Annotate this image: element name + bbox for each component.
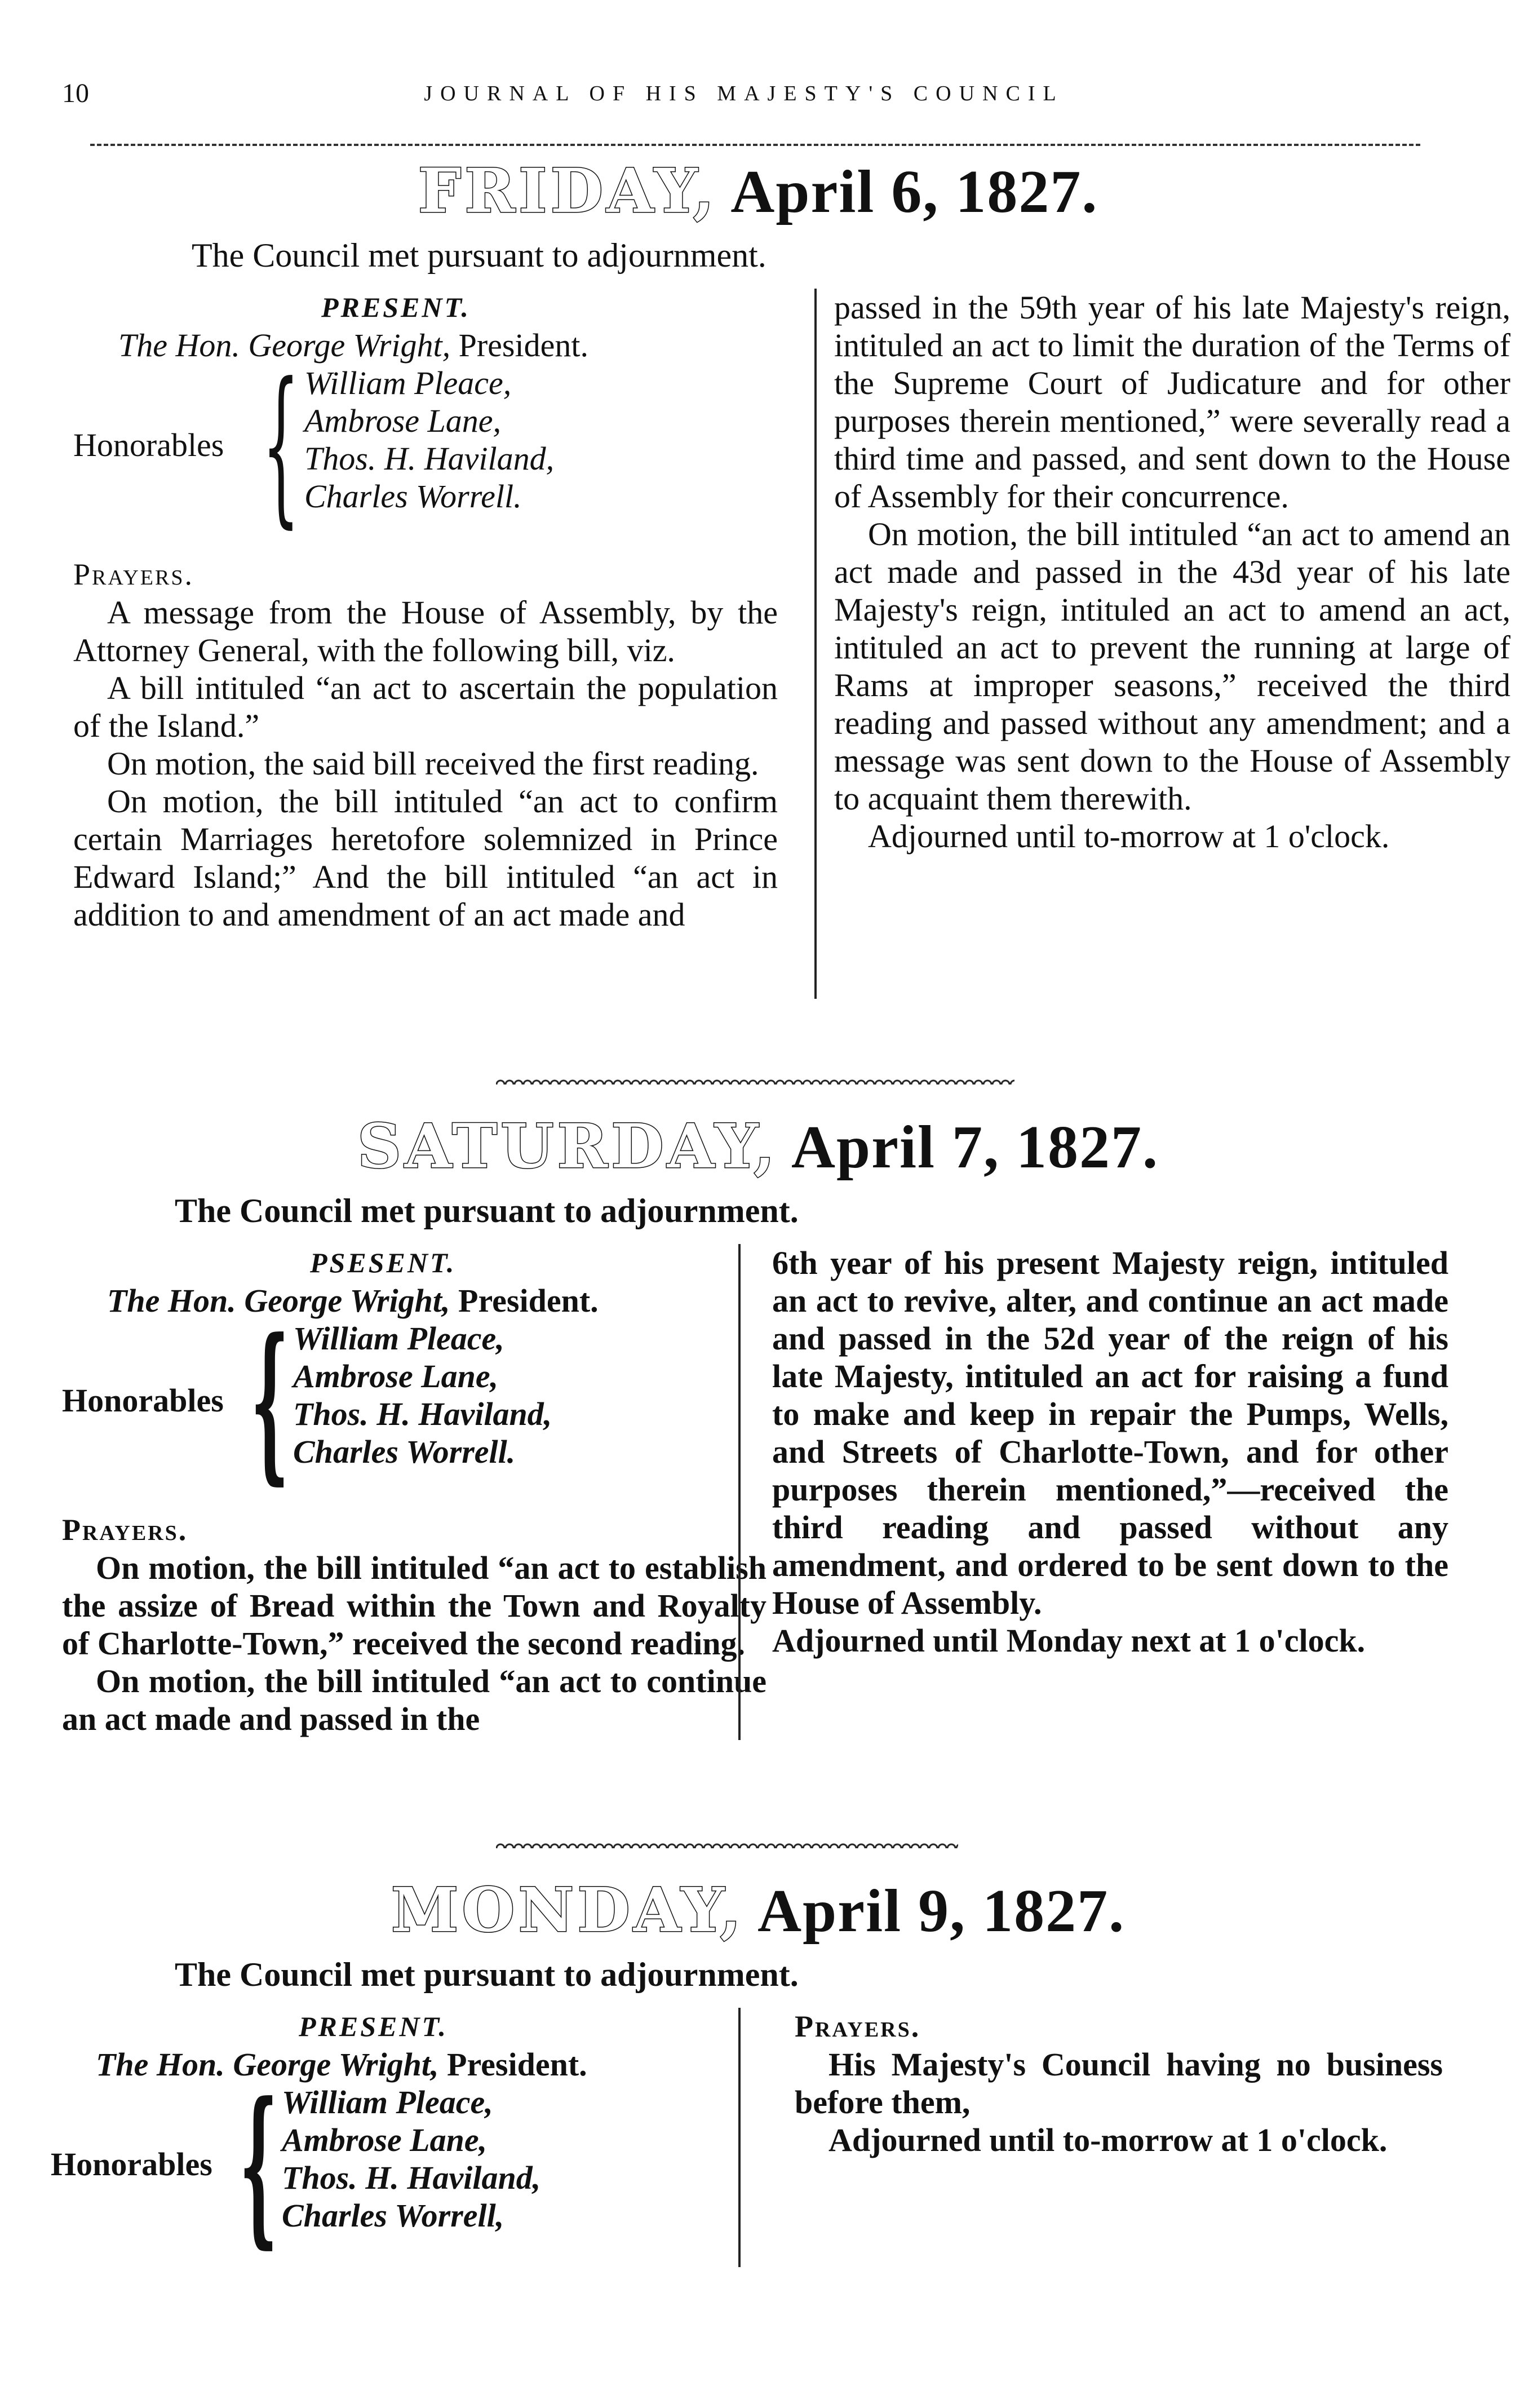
saturday-president-line bbox=[107, 1282, 766, 1320]
monday-president-line bbox=[96, 2046, 755, 2083]
friday-prayers: Prayers. bbox=[73, 557, 194, 591]
header-rule bbox=[90, 144, 1420, 146]
monday-day: MONDAY, bbox=[391, 1875, 745, 1946]
saturday-adjourned: Adjourned until Monday next at 1 o'clock. bbox=[772, 1622, 1366, 1659]
honorable-name: Thos. H. Haviland, bbox=[304, 440, 555, 477]
friday-right-column bbox=[834, 289, 1510, 855]
friday-entry bbox=[62, 156, 1510, 933]
brace-icon: { bbox=[251, 1300, 289, 1500]
friday-president-name: George Wright, bbox=[248, 326, 451, 364]
friday-paragraph: On motion, the bill intituled “an act to amend an act made and passed in the 43d year of his late Majesty's reign, intituled an act to amend an act, intituled an act to prevent the running at large of Rams at improper seasons,” received the third reading and passed without any amendment; and a message was sent down to the House of Assembly to acquaint them therewith. bbox=[834, 515, 1510, 817]
section-divider bbox=[496, 1840, 958, 1848]
saturday-entry bbox=[62, 1111, 1454, 1737]
brace-icon: { bbox=[262, 346, 300, 543]
monday-president-title: President. bbox=[447, 2046, 587, 2083]
friday-president-title: President. bbox=[458, 326, 588, 364]
saturday-president-name: George Wright, bbox=[244, 1282, 450, 1319]
running-header bbox=[62, 78, 1426, 112]
monday-honorables-label: Honorables bbox=[51, 2145, 212, 2183]
friday-president-line bbox=[118, 326, 778, 364]
saturday-honorables-names bbox=[293, 1320, 552, 1471]
saturday-left-column bbox=[62, 1244, 766, 1738]
monday-left-column bbox=[51, 2008, 755, 2275]
friday-date: April 6, 1827. bbox=[730, 158, 1098, 225]
friday-met-line: The Council met pursuant to adjournment. bbox=[192, 236, 766, 274]
monday-heading bbox=[62, 1877, 1454, 1945]
monday-prayers: Prayers. bbox=[795, 2009, 921, 2043]
monday-honorables-names bbox=[282, 2083, 540, 2234]
saturday-right-column bbox=[772, 1244, 1448, 1659]
friday-paragraph: passed in the 59th year of his late Majesty's reign, intituled an act to limit the duration of the Terms of the Supreme Court of Judicature and for other purposes therein mentioned,” were severally read a third time and passed, and sent down to the House of Assembly for their concurrence. bbox=[834, 289, 1510, 515]
honorable-name: William Pleace, bbox=[282, 2083, 493, 2121]
friday-heading bbox=[62, 158, 1454, 226]
honorable-name: William Pleace, bbox=[293, 1320, 504, 1357]
saturday-hon-prefix: The Hon. bbox=[107, 1282, 236, 1319]
running-title: JOURNAL OF HIS MAJESTY'S COUNCIL bbox=[424, 82, 1064, 105]
monday-president-name: George Wright, bbox=[233, 2046, 439, 2083]
friday-hon-prefix: The Hon. bbox=[118, 326, 240, 364]
friday-left-column bbox=[73, 289, 778, 933]
friday-paragraph: A bill intituled “an act to ascertain the population of the Island.” bbox=[73, 669, 778, 744]
friday-honorables bbox=[73, 346, 778, 556]
honorable-name: William Pleace, bbox=[304, 364, 512, 401]
honorable-name: Ambrose Lane, bbox=[282, 2121, 488, 2158]
saturday-honorables-label: Honorables bbox=[62, 1382, 224, 1419]
honorable-name: Charles Worrell. bbox=[304, 477, 522, 515]
friday-present-label: PRESENT. bbox=[321, 291, 471, 323]
honorable-name: Thos. H. Haviland, bbox=[282, 2159, 541, 2196]
saturday-paragraph: On motion, the bill intituled “an act to establish the assize of Bread within the Town and Royalty of Charlotte-Town,” received the second reading. bbox=[62, 1549, 766, 1662]
friday-honorables-label: Honorables bbox=[73, 426, 224, 463]
saturday-paragraph: On motion, the bill intituled “an act to continue an act made and passed in the bbox=[62, 1662, 766, 1737]
friday-paragraph: On motion, the bill intituled “an act to confirm certain Marriages heretofore solemnized in Prince Edward Island;” And the bill intituled “an act in addition to and amendment of an act made and bbox=[73, 782, 778, 933]
friday-day: FRIDAY, bbox=[418, 156, 718, 227]
saturday-heading bbox=[62, 1113, 1454, 1181]
honorable-name: Ambrose Lane, bbox=[304, 402, 502, 439]
monday-right-column bbox=[795, 2008, 1443, 2159]
honorable-name: Charles Worrell, bbox=[282, 2197, 504, 2234]
page-number: 10 bbox=[62, 78, 89, 108]
honorable-name: Thos. H. Haviland, bbox=[293, 1395, 552, 1432]
saturday-column-rule bbox=[738, 1244, 741, 1740]
monday-present-label: PRESENT. bbox=[299, 2010, 448, 2042]
saturday-date: April 7, 1827. bbox=[791, 1114, 1159, 1181]
saturday-prayers: Prayers. bbox=[62, 1512, 188, 1547]
monday-hon-prefix: The Hon. bbox=[96, 2046, 225, 2083]
friday-paragraph: A message from the House of Assembly, by the Attorney General, with the following bill, viz. bbox=[73, 594, 778, 669]
brace-icon: { bbox=[240, 2064, 278, 2264]
honorable-name: Charles Worrell. bbox=[293, 1433, 516, 1470]
section-divider bbox=[496, 1077, 1014, 1085]
monday-entry bbox=[51, 1875, 1454, 2264]
saturday-day: SATURDAY, bbox=[357, 1111, 778, 1182]
saturday-president-title: President. bbox=[458, 1282, 599, 1319]
friday-adjourned: Adjourned until to-morrow at 1 o'clock. bbox=[868, 817, 1390, 855]
honorable-name: Ambrose Lane, bbox=[293, 1357, 499, 1395]
friday-paragraph: On motion, the said bill received the first reading. bbox=[107, 745, 759, 782]
saturday-present-label: PSESENT. bbox=[310, 1246, 457, 1278]
saturday-met-line: The Council met pursuant to adjournment. bbox=[175, 1192, 799, 1229]
monday-column-rule bbox=[738, 2008, 741, 2267]
friday-column-rule bbox=[814, 289, 817, 999]
monday-date: April 9, 1827. bbox=[757, 1878, 1126, 1945]
monday-met-line: The Council met pursuant to adjournment. bbox=[175, 1955, 799, 1993]
friday-honorables-names bbox=[304, 364, 554, 515]
saturday-paragraph: 6th year of his present Majesty reign, intituled an act to revive, alter, and continue an act made and passed in the 52d year of the reign of his late Majesty, intituled an act for raising a fund to make and keep in repair the Pumps, Wells, and Streets of Charlotte-Town, and for other purposes therein mentioned,”—received the third reading and passed without any amendment, and ordered to be sent down to the House of Assembly. bbox=[772, 1244, 1448, 1621]
monday-paragraph: His Majesty's Council having no business before them, bbox=[795, 2046, 1443, 2121]
monday-adjourned: Adjourned until to-morrow at 1 o'clock. bbox=[828, 2121, 1388, 2158]
